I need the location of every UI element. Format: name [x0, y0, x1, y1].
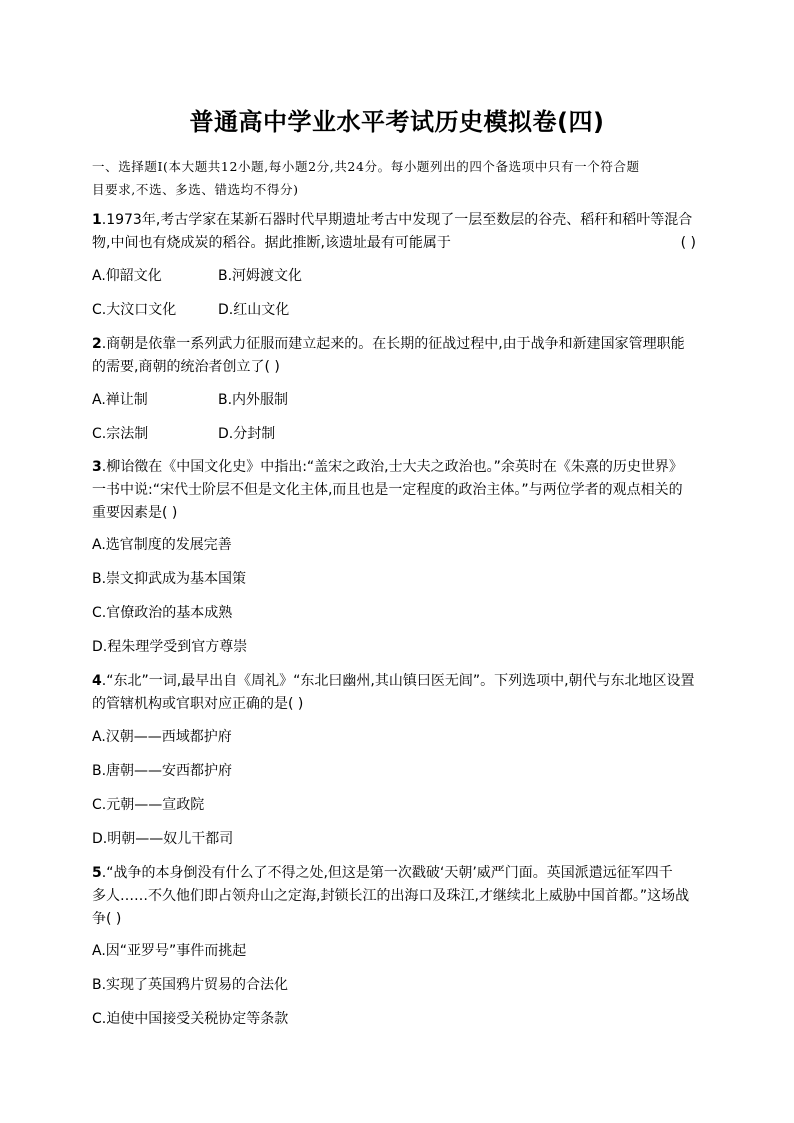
question-number: 4 — [92, 673, 102, 689]
question-text-line: 4.“东北”一词,最早出自《周礼》“东北曰幽州,其山镇曰医无闾”。下列选项中,朝代与东北地区设置 — [92, 673, 695, 689]
answer-blank: ( ) — [680, 235, 696, 251]
option-b: B.实现了英国鸦片贸易的合法化 — [92, 977, 289, 993]
option-b: B.唐朝——安西都护府 — [92, 763, 233, 779]
question-text-line: 5.“战争的本身倒没有什么了不得之处,但这是第一次戳破‘天朝’威严门面。英国派遣远征军四千 — [92, 865, 673, 881]
question-number: 5 — [92, 865, 102, 881]
question-text-line: 重要因素是( ) — [92, 505, 178, 521]
option-d: D.明朝——奴儿干都司 — [92, 831, 234, 847]
option-a: A.仰韶文化 — [92, 268, 162, 284]
option-a: A.禅让制 — [92, 392, 148, 408]
question-2 — [92, 333, 704, 379]
section-instructions-line: 一、选择题Ⅰ(本大题共12小题,每小题2分,共24分。每小题列出的四个备选项中只有一个符合题 — [92, 159, 640, 174]
question-text-line: 物,中间也有烧成炭的稻谷。据此推断,该遗址最有可能属于 ( ) — [92, 232, 704, 255]
option-c: C.迫使中国接受关税协定等条款 — [92, 1011, 289, 1027]
option-b: B.河姆渡文化 — [218, 268, 303, 284]
option-c: C.大汶口文化 — [92, 302, 177, 318]
question-3 — [92, 456, 704, 525]
section-instructions — [92, 155, 704, 201]
option-b: B.崇文抑武成为基本国策 — [92, 571, 247, 587]
option-a: A.选官制度的发展完善 — [92, 537, 232, 553]
question-number: 1 — [92, 212, 102, 228]
question-text-line: 多人……不久他们即占领舟山之定海,封锁长江的出海口及珠江,才继续北上威胁中国首都。”这场战 — [92, 888, 690, 904]
question-text-line: 1.1973年,考古学家在某新石器时代早期遗址考古中发现了一层至数层的谷壳、稻秆和稻叶等混合 — [92, 212, 693, 228]
option-a: A.因“亚罗号”事件而挑起 — [92, 943, 247, 959]
question-number: 2 — [92, 336, 102, 352]
question-1 — [92, 209, 704, 255]
option-a: A.汉朝——西域都护府 — [92, 729, 232, 745]
question-text-line: 争( ) — [92, 911, 122, 927]
question-text-line: 一书中说:“宋代士阶层不但是文化主体,而且也是一定程度的政治主体。”与两位学者的观点相关的 — [92, 482, 683, 498]
option-d: D.红山文化 — [218, 302, 290, 318]
page-title: 普通高中学业水平考试历史模拟卷(四) — [189, 108, 605, 136]
question-5 — [92, 862, 704, 931]
option-d: D.程朱理学受到官方尊崇 — [92, 639, 248, 655]
option-b: B.内外服制 — [218, 392, 289, 408]
question-text-line: 2.商朝是依靠一系列武力征服而建立起来的。在长期的征战过程中,由于战争和新建国家管理职能 — [92, 336, 685, 352]
question-number: 3 — [92, 459, 102, 475]
question-text-line: 3.柳诒徵在《中国文化史》中指出:“盖宋之政治,士大夫之政治也。”余英时在《朱熹的历史世界》 — [92, 459, 683, 475]
question-text-line: 的需要,商朝的统治者创立了( ) — [92, 359, 280, 375]
option-c: C.宗法制 — [92, 426, 149, 442]
question-4 — [92, 670, 704, 716]
option-c: C.官僚政治的基本成熟 — [92, 605, 233, 621]
option-c: C.元朝——宣政院 — [92, 797, 205, 813]
question-text-line: 的管辖机构或官职对应正确的是( ) — [92, 696, 304, 712]
section-instructions-line: 目要求,不选、多选、错选均不得分) — [92, 182, 299, 197]
option-d: D.分封制 — [218, 426, 276, 442]
